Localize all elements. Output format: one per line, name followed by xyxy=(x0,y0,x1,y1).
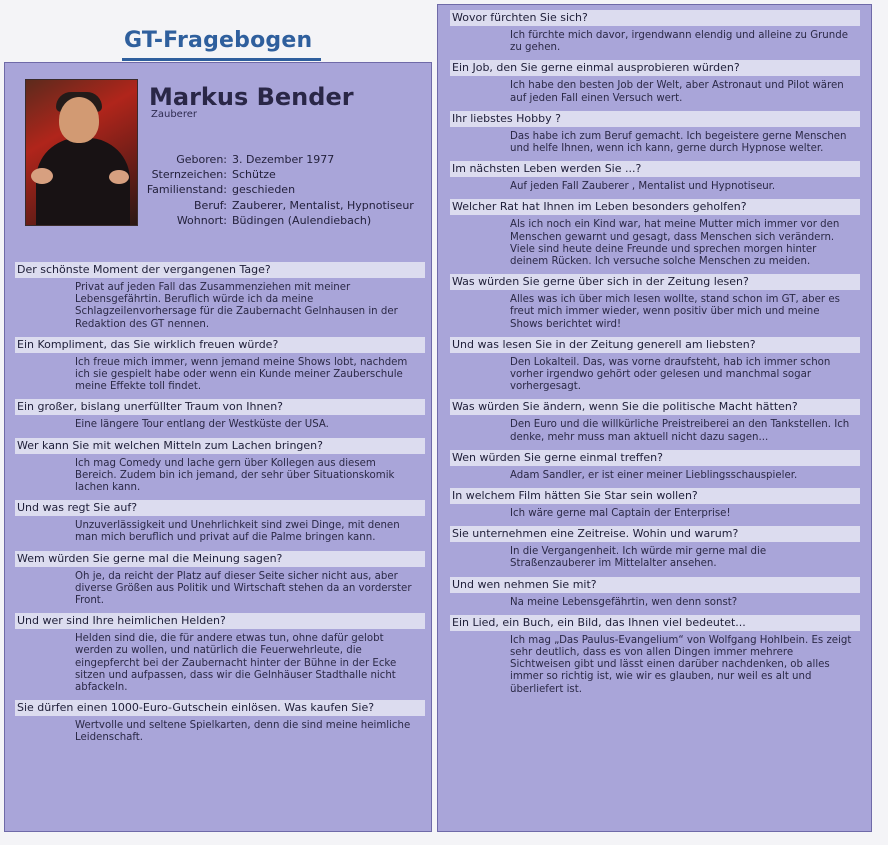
qa-item xyxy=(15,262,425,331)
answer: Wertvolle und seltene Spielkarten, denn die sind meine heimliche Leidenschaft. xyxy=(75,720,411,744)
qa-item xyxy=(15,399,425,431)
question: Und wen nehmen Sie mit? xyxy=(450,577,860,593)
answer: Ich wäre gerne mal Captain der Enterprise! xyxy=(510,508,731,520)
fact-label: Geboren: xyxy=(176,153,227,166)
answer: Das habe ich zum Beruf gemacht. Ich begeistere gerne Menschen und helfe Ihnen, wenn ich kann, gerne durch Hypnose welter. xyxy=(510,130,847,155)
qa-item xyxy=(450,399,860,443)
question: Und was regt Sie auf? xyxy=(15,500,425,516)
question: Wen würden Sie gerne einmal treffen? xyxy=(450,450,860,466)
answer: Als ich noch ein Kind war, hat meine Mutter mich immer vor den Menschen gewarnt und gesagt, dass Menschen sich verändern. Viele sind heute deine Freunde und sprechen morgen hinter deinem Rücken. Ich versuche solche Menschen zu meiden. xyxy=(510,219,840,268)
qa-item xyxy=(15,551,425,608)
qa-item xyxy=(15,337,425,394)
left-column xyxy=(4,62,432,832)
qa-item xyxy=(450,488,860,520)
answer: Auf jeden Fall Zauberer , Mentalist und Hypnotiseur. xyxy=(510,181,776,193)
fact-value: geschieden xyxy=(232,183,296,197)
question: Ein Kompliment, das Sie wirklich freuen würde? xyxy=(15,337,425,353)
fact-row xyxy=(127,182,427,197)
question: Sie dürfen einen 1000-Euro-Gutschein einlösen. Was kaufen Sie? xyxy=(15,700,425,716)
qa-item xyxy=(15,500,425,544)
fact-value: Schütze xyxy=(232,168,276,182)
qa-item xyxy=(450,450,860,482)
answer: Eine längere Tour entlang der Westküste der USA. xyxy=(75,419,329,431)
answer: Privat auf jeden Fall das Zusammenziehen mit meiner Lebensgefährtin. Beruflich würde ich da meine Schlagzeilenvorhersage für die Zaubernacht Gelnhausen in der Redaktion des GT nennen. xyxy=(75,282,398,330)
fact-row xyxy=(127,198,427,213)
question: Ein Lied, ein Buch, ein Bild, das Ihnen viel bedeutet... xyxy=(450,615,860,631)
qa-item xyxy=(450,10,860,54)
answer: Den Euro und die willkürliche Preistreiberei an den Tankstellen. Ich denke, mehr muss man aktuell nicht dazu sagen... xyxy=(510,419,850,443)
fact-label: Familienstand: xyxy=(146,183,227,197)
question: Wovor fürchten Sie sich? xyxy=(450,10,860,26)
question: Was würden Sie gerne über sich in der Zeitung lesen? xyxy=(450,274,860,290)
fact-row xyxy=(127,213,427,228)
question: Ein Job, den Sie gerne einmal ausprobieren würden? xyxy=(450,60,860,76)
answer: Ich fürchte mich davor, irgendwann elendig und alleine zu Grunde zu gehen. xyxy=(510,30,848,54)
question: Wem würden Sie gerne mal die Meinung sagen? xyxy=(15,551,425,567)
fact-row xyxy=(127,152,427,167)
qa-item xyxy=(15,700,425,744)
qa-item xyxy=(450,526,860,570)
answer: Adam Sandler, er ist einer meiner Lieblingsschauspieler. xyxy=(510,469,798,481)
answer: Alles was ich über mich lesen wollte, stand schon im GT, aber es freut mich immer wieder, wenn positiv über mich und meine Shows berichtet wird! xyxy=(510,294,840,330)
fact-value: Zauberer, Mentalist, Hypnotiseur xyxy=(232,198,414,212)
qa-item xyxy=(450,337,860,394)
qa-item xyxy=(15,613,425,694)
answer: Ich freue mich immer, wenn jemand meine Shows lobt, nachdem ich sie gespielt habe oder wenn ein Kunde meiner Zauberschule meine Effekte toll findet. xyxy=(75,356,408,393)
fact-value: Büdingen (Aulendiebach) xyxy=(232,213,372,227)
answer: Den Lokalteil. Das, was vorne draufsteht, hab ich immer schon vorher irgendwo gehört oder gelesen und manchmal sogar vorhergesagt. xyxy=(510,356,831,393)
qa-item xyxy=(450,615,860,696)
question: Was würden Sie ändern, wenn Sie die politische Macht hätten? xyxy=(450,399,860,415)
profile-name: Markus Bender xyxy=(149,83,354,111)
qa-item xyxy=(15,438,425,495)
qa-item xyxy=(450,274,860,331)
profile-block xyxy=(5,63,432,249)
page-title: GT-Fragebogen xyxy=(124,28,313,53)
question: Welcher Rat hat Ihnen im Leben besonders geholfen? xyxy=(450,199,860,215)
right-qa-list xyxy=(450,10,860,702)
qa-item xyxy=(450,111,860,155)
answer: In die Vergangenheit. Ich würde mir gerne mal die Straßenzauberer im Mittelalter ansehen. xyxy=(510,546,767,570)
page-header xyxy=(4,0,432,62)
question: In welchem Film hätten Sie Star sein wollen? xyxy=(450,488,860,504)
question: Der schönste Moment der vergangenen Tage? xyxy=(15,262,425,278)
answer: Oh je, da reicht der Platz auf dieser Seite sicher nicht aus, aber diverse Größen aus Politik und Wirtschaft stehen da an vorderster Front. xyxy=(75,570,412,607)
qa-item xyxy=(450,577,860,609)
qa-item xyxy=(450,199,860,268)
title-underline xyxy=(122,58,321,61)
fact-label: Beruf: xyxy=(194,198,227,212)
fact-label: Sternzeichen: xyxy=(151,168,227,182)
question: Sie unternehmen eine Zeitreise. Wohin und warum? xyxy=(450,526,860,542)
question: Im nächsten Leben werden Sie ...? xyxy=(450,161,860,177)
question: Wer kann Sie mit welchen Mitteln zum Lachen bringen? xyxy=(15,438,425,454)
question: Ein großer, bislang unerfüllter Traum von Ihnen? xyxy=(15,399,425,415)
answer: Ich mag Comedy und lache gern über Kollegen aus diesem Bereich. Zudem bin ich jemand, der sehr über Situationskomik lachen kann. xyxy=(75,457,395,494)
profile-facts xyxy=(127,152,427,228)
qa-item xyxy=(450,161,860,193)
left-qa-list xyxy=(15,262,425,751)
portrait-photo xyxy=(25,79,138,226)
answer: Ich mag „Das Paulus-Evangelium“ von Wolfgang Hohlbein. Es zeigt sehr deutlich, dass es von allen Dingen immer mehrere Sichtweisen gibt und lässt einen darüber nachdenken, ob alles immer so richtig ist, wie wir es glauben, nur weil es alt und überliefert ist. xyxy=(510,634,852,695)
fact-row xyxy=(127,167,427,182)
fact-label: Wohnort: xyxy=(176,213,227,227)
answer: Helden sind die, die für andere etwas tun, ohne dafür gelobt werden zu wollen, und natürlich die Feuerwehrleute, die eingepfercht bei der Zaubernacht hinter der Bühne in der Ecke sitzen und aufpassen, dass wir die Gelnhäuser Stadthalle nicht abfackeln. xyxy=(75,633,397,694)
right-column xyxy=(437,4,872,832)
qa-item xyxy=(450,60,860,104)
question: Und was lesen Sie in der Zeitung generell am liebsten? xyxy=(450,337,860,353)
answer: Unzuverlässigkeit und Unehrlichkeit sind zwei Dinge, mit denen man mich beruflich und privat auf die Palme bringen kann. xyxy=(75,520,400,544)
answer: Na meine Lebensgefährtin, wen denn sonst? xyxy=(510,596,738,608)
question: Und wer sind Ihre heimlichen Helden? xyxy=(15,613,425,629)
profile-role: Zauberer xyxy=(151,109,197,120)
fact-value: 3. Dezember 1977 xyxy=(232,153,335,166)
question: Ihr liebstes Hobby ? xyxy=(450,111,860,127)
answer: Ich habe den besten Job der Welt, aber Astronaut und Pilot wären auf jeden Fall einen Versuch wert. xyxy=(510,80,844,104)
